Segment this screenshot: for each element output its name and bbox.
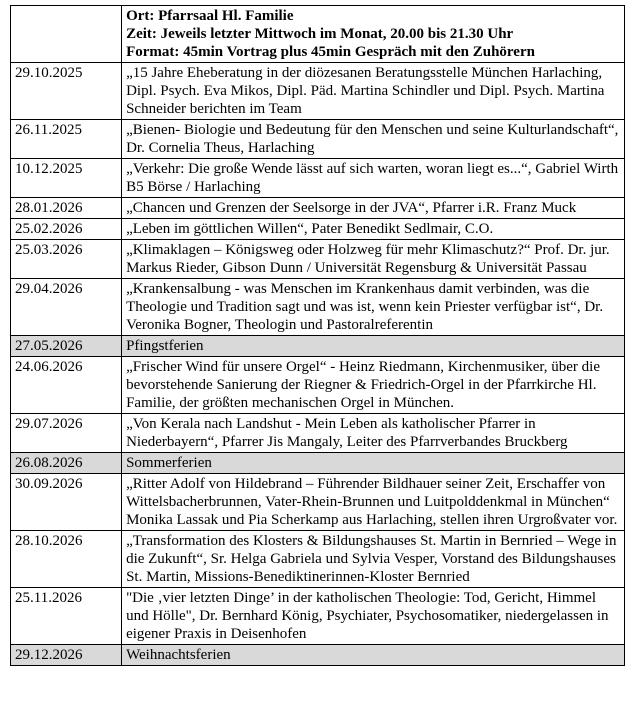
event-date: 25.02.2026 bbox=[11, 219, 122, 240]
event-date: 27.05.2026 bbox=[11, 336, 122, 357]
event-date: 26.08.2026 bbox=[11, 453, 122, 474]
event-date: 28.10.2026 bbox=[11, 531, 122, 588]
event-description: „Chancen und Grenzen der Seelsorge in der JVA“, Pfarrer i.R. Franz Muck bbox=[122, 198, 625, 219]
event-row bbox=[11, 219, 625, 240]
event-description: „Bienen- Biologie und Bedeutung für den Menschen und seine Kulturlandschaft“, Dr. Cornelia Theus, Harlaching bbox=[122, 120, 625, 159]
holiday-row bbox=[11, 645, 625, 666]
header-info-cell bbox=[122, 6, 625, 63]
event-row bbox=[11, 588, 625, 645]
event-date: 29.07.2026 bbox=[11, 414, 122, 453]
format-line: Format: 45min Vortrag plus 45min Gespräch mit den Zuhörern bbox=[126, 44, 535, 60]
event-row bbox=[11, 198, 625, 219]
event-description: „15 Jahre Eheberatung in der diözesanen Beratungsstelle München Harlaching, Dipl. Psych. Eva Mikos, Dipl. Päd. Martina Schindler und Dipl. Psych. Martina Schneider berichten im Team bbox=[122, 63, 625, 120]
event-description: „Von Kerala nach Landshut - Mein Leben als katholischer Pfarrer in Niederbayern“, Pfarrer Jis Mangaly, Leiter des Pfarrverbandes Bruckberg bbox=[122, 414, 625, 453]
event-date: 29.12.2026 bbox=[11, 645, 122, 666]
event-date: 25.03.2026 bbox=[11, 240, 122, 279]
event-row bbox=[11, 279, 625, 336]
time-line: Zeit: Jeweils letzter Mittwoch im Monat, 20.00 bis 21.30 Uhr bbox=[126, 26, 514, 42]
event-description: „Krankensalbung - was Menschen im Krankenhaus damit verbinden, was die Theologie und Tradition sagt und was ist, wenn kein Priester verfügbar ist“, Dr. Veronika Bogner, Theologin und Pastoralreferentin bbox=[122, 279, 625, 336]
header-row bbox=[11, 6, 625, 63]
event-row bbox=[11, 63, 625, 120]
event-date: 25.11.2026 bbox=[11, 588, 122, 645]
event-row bbox=[11, 357, 625, 414]
holiday-label: Sommerferien bbox=[122, 453, 625, 474]
event-date: 26.11.2025 bbox=[11, 120, 122, 159]
event-row bbox=[11, 531, 625, 588]
event-description: „Transformation des Klosters & Bildungshauses St. Martin in Bernried – Wege in die Zukunft“, Sr. Helga Gabriela und Sylvia Vesper, Vorstand des Bildungshauses St. Martin, Missions-Benediktinerinnen-Kloster Bernried bbox=[122, 531, 625, 588]
schedule-body bbox=[11, 6, 625, 666]
schedule-table bbox=[10, 5, 625, 666]
holiday-row bbox=[11, 336, 625, 357]
event-description: „Ritter Adolf von Hildebrand – Führender Bildhauer seiner Zeit, Erschaffer von Wittelsbacherbrunnen, Vater-Rhein-Brunnen und Luitpolddenkmal in München“ Monika Lassak und Pia Scherkamp aus Harlaching, stellen ihren Urgroßvater vor. bbox=[122, 474, 625, 531]
location-line: Ort: Pfarrsaal Hl. Familie bbox=[126, 8, 294, 24]
event-row bbox=[11, 414, 625, 453]
event-description: „Leben im göttlichen Willen“, Pater Benedikt Sedlmair, C.O. bbox=[122, 219, 625, 240]
event-description: „Frischer Wind für unsere Orgel“ - Heinz Riedmann, Kirchenmusiker, über die bevorstehende Sanierung der Riegner & Friedrich-Orgel in der Pfarrkirche Hl. Familie, der größten mechanischen Orgel in München. bbox=[122, 357, 625, 414]
holiday-label: Pfingstferien bbox=[122, 336, 625, 357]
event-row bbox=[11, 159, 625, 198]
event-date: 10.12.2025 bbox=[11, 159, 122, 198]
event-date: 28.01.2026 bbox=[11, 198, 122, 219]
event-description: „Verkehr: Die große Wende lässt auf sich warten, woran liegt es...“, Gabriel Wirth B5 Börse / Harlaching bbox=[122, 159, 625, 198]
event-description: „Klimaklagen – Königsweg oder Holzweg für mehr Klimaschutz?“ Prof. Dr. jur. Markus Rieder, Gibson Dunn / Universität Regensburg & Universität Passau bbox=[122, 240, 625, 279]
header-empty-cell bbox=[11, 6, 122, 63]
holiday-row bbox=[11, 453, 625, 474]
event-date: 24.06.2026 bbox=[11, 357, 122, 414]
event-row bbox=[11, 240, 625, 279]
event-row bbox=[11, 474, 625, 531]
event-row bbox=[11, 120, 625, 159]
event-date: 29.04.2026 bbox=[11, 279, 122, 336]
event-date: 29.10.2025 bbox=[11, 63, 122, 120]
holiday-label: Weihnachtsferien bbox=[122, 645, 625, 666]
event-date: 30.09.2026 bbox=[11, 474, 122, 531]
event-description: "Die ‚vier letzten Dinge’ in der katholischen Theologie: Tod, Gericht, Himmel und Hölle", Dr. Bernhard König, Psychiater, Psychosomatiker, niedergelassen in eigener Praxis in Deisenhofen bbox=[122, 588, 625, 645]
